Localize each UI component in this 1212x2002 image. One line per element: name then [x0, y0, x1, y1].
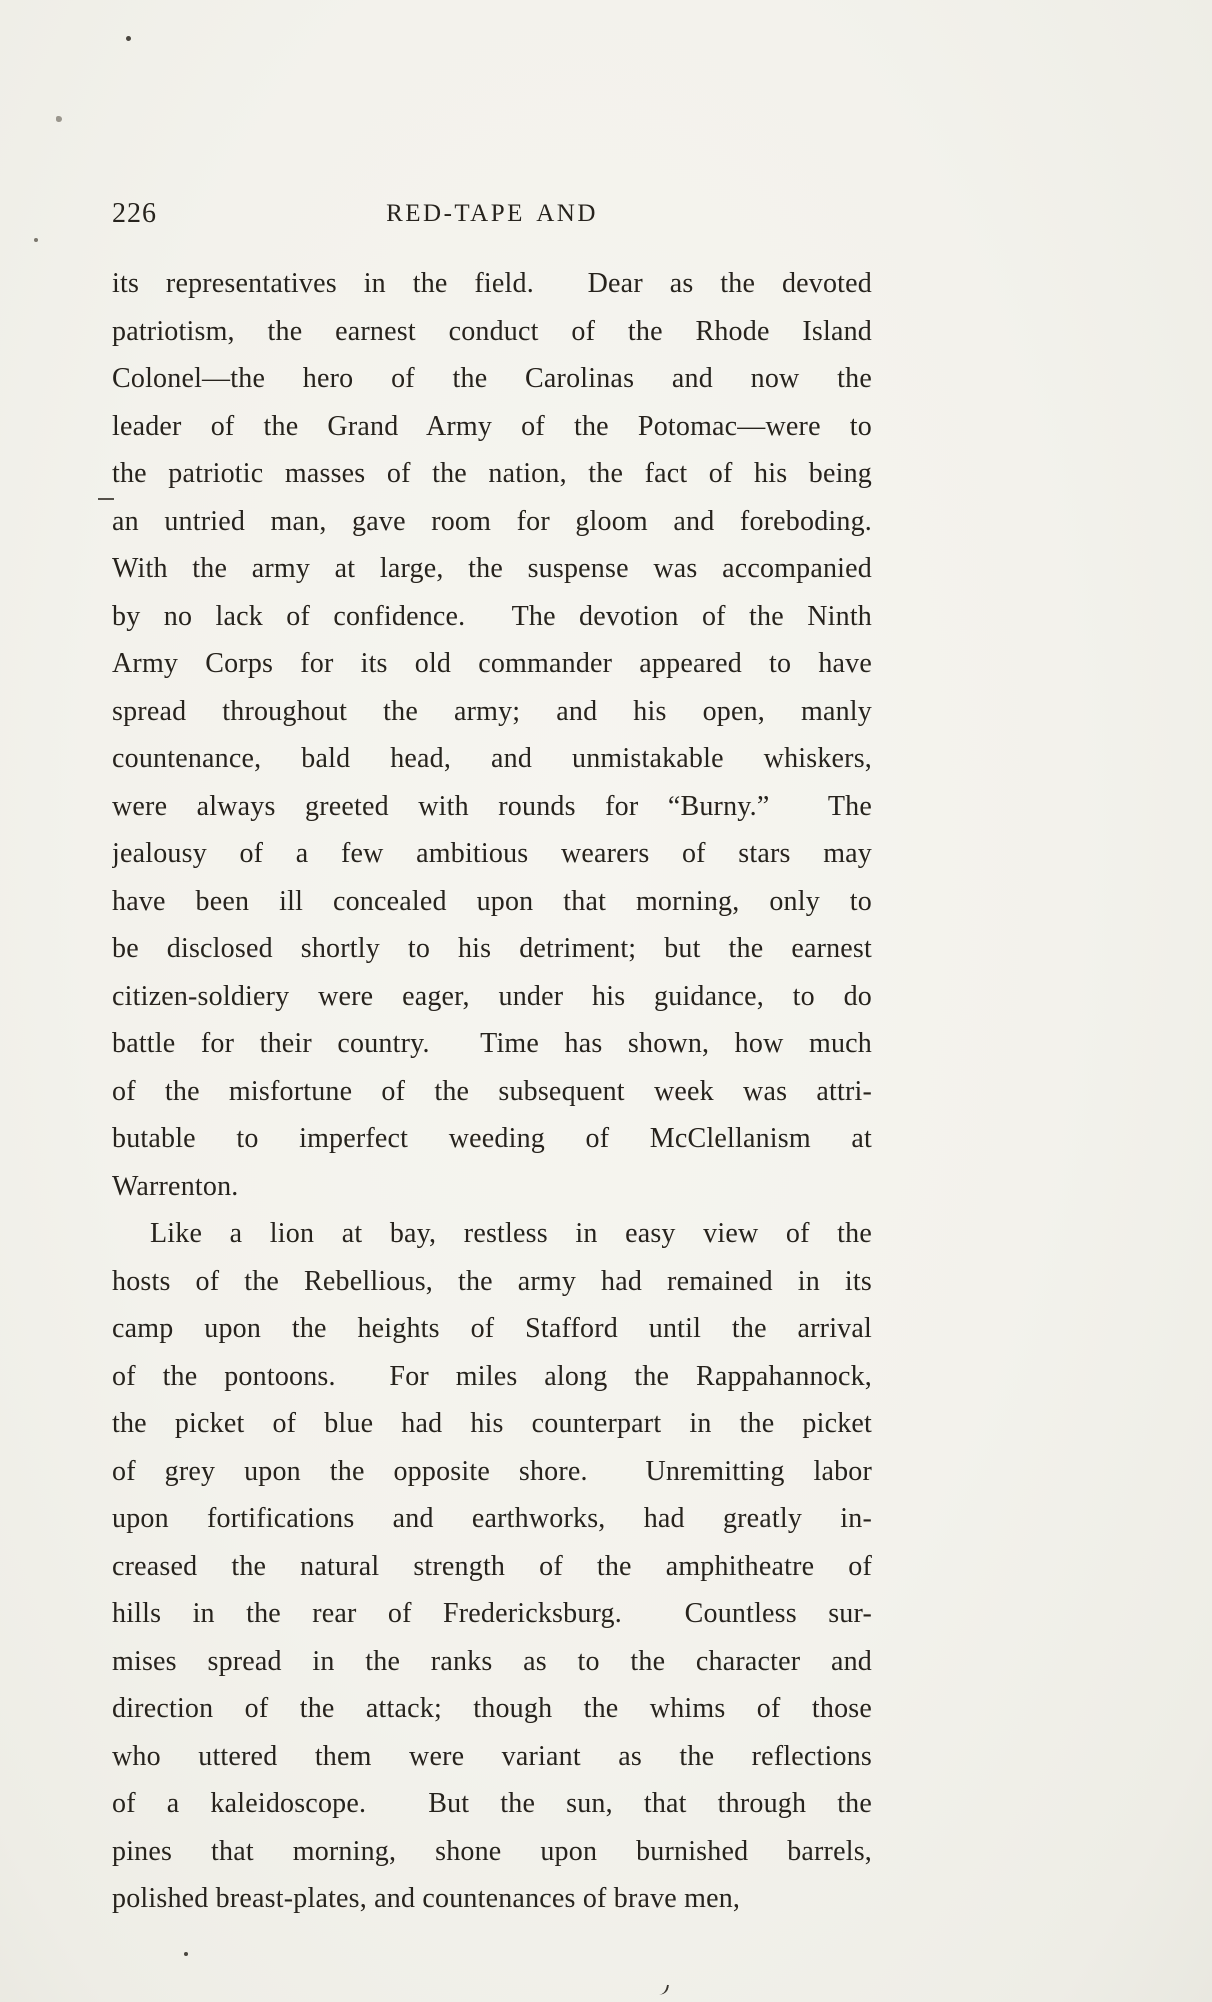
- text-line: Warrenton.: [112, 1170, 239, 1202]
- text-line: be disclosed shortly to his detriment; but the earnest: [112, 933, 872, 964]
- scan-stray-mark: [657, 1983, 669, 1996]
- text-line: Like a lion at bay, restless in easy view of the: [150, 1218, 872, 1249]
- text-line: were always greeted with rounds for “Burny.” The: [112, 790, 872, 822]
- text-block: [112, 260, 872, 1923]
- text-line: butable to imperfect weeding of McClellanism at: [112, 1123, 872, 1154]
- text-line: countenance, bald head, and unmistakable whiskers,: [112, 743, 872, 774]
- text-line: patriotism, the earnest conduct of the Rhode Island: [112, 315, 872, 347]
- text-line: the picket of blue had his counterpart in the picket: [112, 1408, 872, 1439]
- text-line: Colonel—the hero of the Carolinas and now the: [112, 363, 872, 394]
- text-line: mises spread in the ranks as to the character and: [112, 1645, 872, 1677]
- scan-speck: [184, 1952, 188, 1956]
- text-line: by no lack of confidence. The devotion of the Ninth: [112, 600, 872, 632]
- text-line: the patriotic masses of the nation, the fact of his being: [112, 458, 872, 489]
- text-line: battle for their country. Time has shown, how much: [112, 1028, 872, 1059]
- scan-speck: [34, 238, 38, 242]
- text-line: of the pontoons. For miles along the Rappahannock,: [112, 1360, 872, 1392]
- paragraph: [112, 260, 872, 1210]
- text-line: creased the natural strength of the amphitheatre of: [112, 1550, 872, 1582]
- text-line: camp upon the heights of Stafford until the arrival: [112, 1313, 872, 1344]
- text-line: polished breast-plates, and countenances of brave men,: [112, 1883, 741, 1914]
- text-line: leader of the Grand Army of the Potomac—were to: [112, 410, 872, 442]
- text-line: of grey upon the opposite shore. Unremitting labor: [112, 1455, 872, 1487]
- page-header: [112, 196, 872, 232]
- text-line: an untried man, gave room for gloom and foreboding.: [112, 505, 872, 537]
- page-number: 226: [112, 198, 157, 229]
- text-line: upon fortifications and earthworks, had greatly in-: [112, 1503, 872, 1534]
- text-line: hills in the rear of Fredericksburg. Countless sur-: [112, 1598, 872, 1629]
- text-line: citizen-soldiery were eager, under his guidance, to do: [112, 980, 872, 1012]
- scan-stray-mark: [98, 498, 114, 500]
- running-title: RED-TAPE AND: [386, 200, 598, 227]
- text-line: pines that morning, shone upon burnished barrels,: [112, 1835, 872, 1867]
- text-line: hosts of the Rebellious, the army had remained in its: [112, 1265, 872, 1297]
- text-line: Army Corps for its old commander appeared to have: [112, 648, 872, 679]
- text-line: of a kaleidoscope. But the sun, that through the: [112, 1788, 872, 1819]
- text-line: jealousy of a few ambitious wearers of stars may: [112, 838, 872, 869]
- paragraph: [112, 1210, 872, 1923]
- text-line: direction of the attack; though the whims of those: [112, 1693, 872, 1724]
- scan-speck: [56, 116, 62, 122]
- text-line: of the misfortune of the subsequent week was attri-: [112, 1075, 872, 1107]
- text-line: With the army at large, the suspense was accompanied: [112, 553, 872, 584]
- text-line: have been ill concealed upon that morning, only to: [112, 885, 872, 917]
- scan-speck: [126, 36, 131, 41]
- text-line: who uttered them were variant as the reflections: [112, 1740, 872, 1772]
- text-line: spread throughout the army; and his open, manly: [112, 695, 872, 727]
- text-line: its representatives in the field. Dear as the devoted: [112, 268, 872, 299]
